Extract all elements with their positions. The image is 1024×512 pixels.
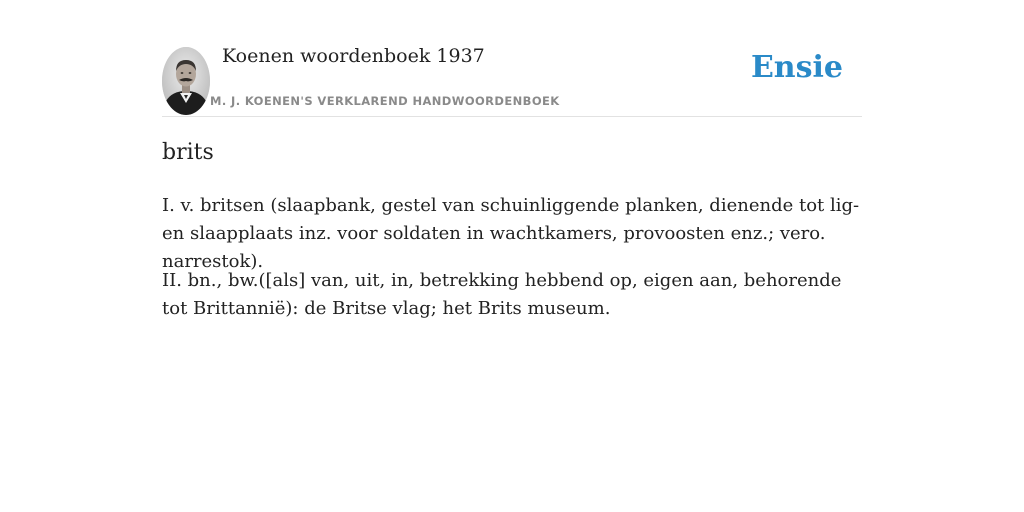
- entry-headword: brits: [162, 140, 214, 165]
- ensie-logo-link[interactable]: Ensie: [750, 50, 843, 85]
- book-title[interactable]: Koenen woordenboek 1937: [222, 45, 485, 67]
- page: [162, 0, 862, 319]
- page-header: [162, 0, 862, 117]
- book-subtitle: M. J. KOENEN'S VERKLAREND HANDWOORDENBOEK: [210, 94, 560, 108]
- author-portrait-icon: [162, 47, 210, 115]
- portrait-illustration: [162, 47, 210, 115]
- definition-2: II. bn., bw.([als] van, uit, in, betrekking hebbend op, eigen aan, behorende tot Brittannië): de Britse vlag; het Brits museum.: [162, 270, 842, 319]
- definition-1: I. v. britsen (slaapbank, gestel van schuinliggende planken, dienende tot lig- en slaapplaats inz. voor soldaten in wachtkamers, provoosten enz.; vero. narrestok).: [162, 195, 860, 272]
